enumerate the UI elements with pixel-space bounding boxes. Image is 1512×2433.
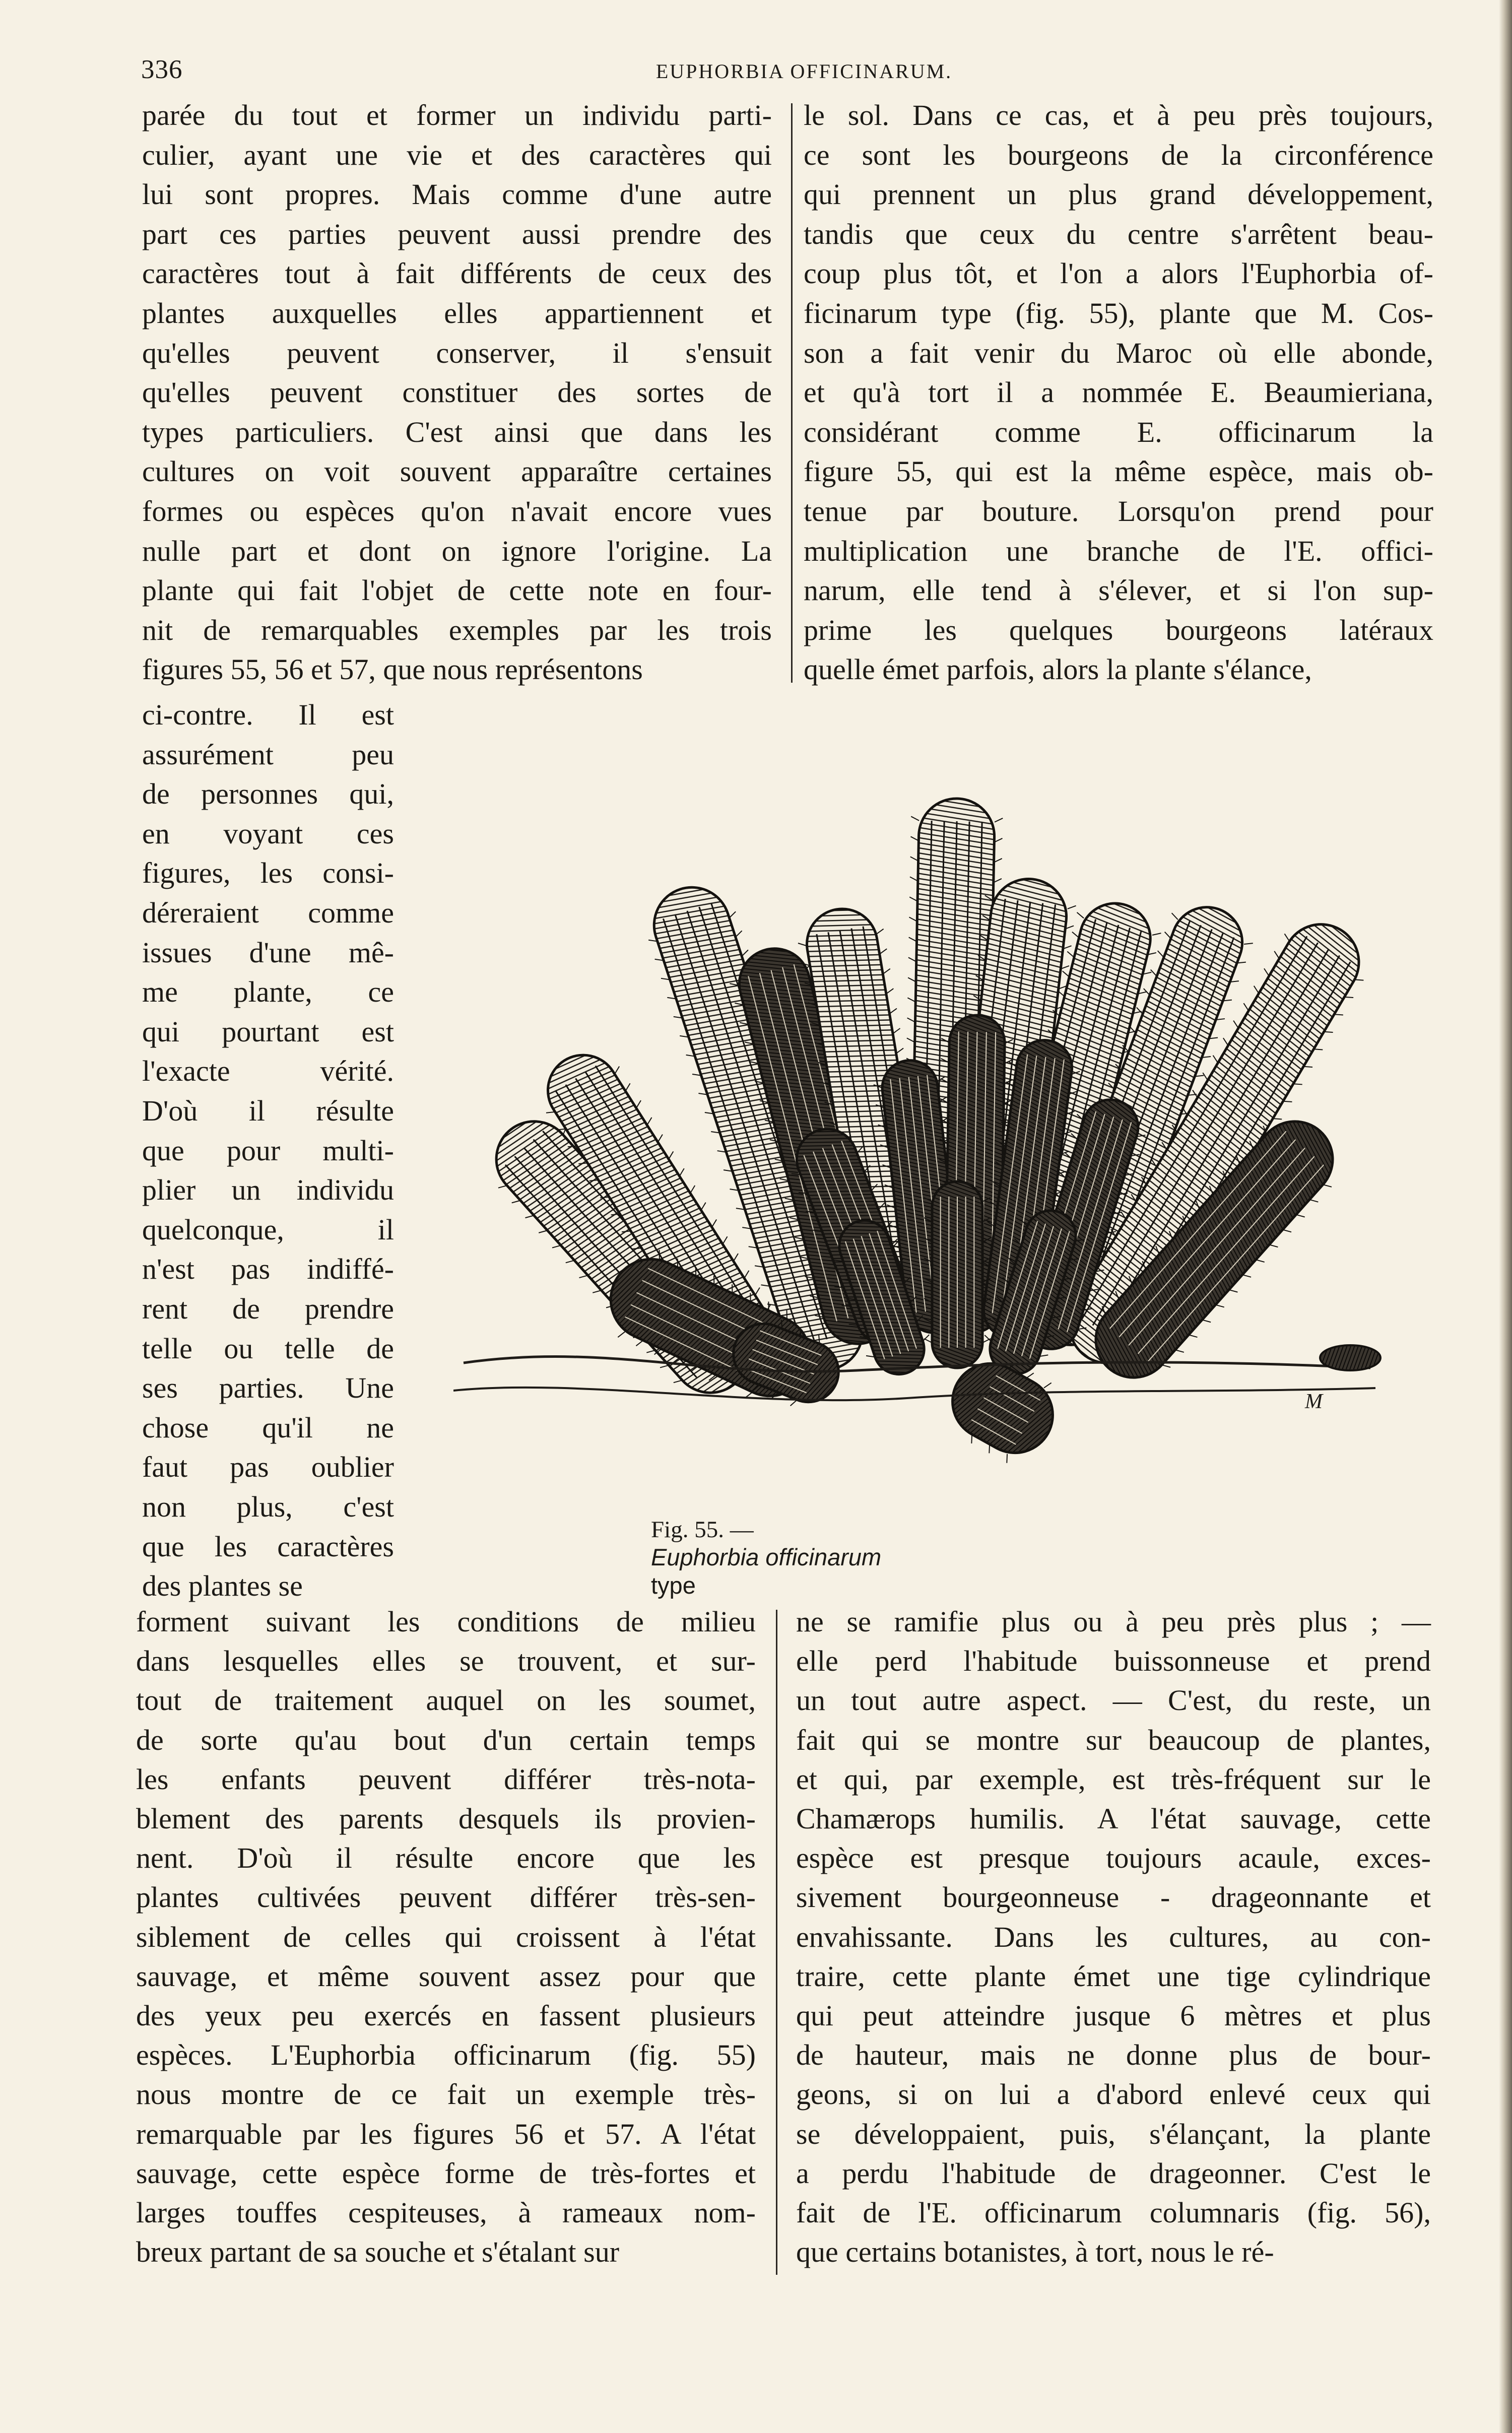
text-line: assurément peu	[142, 738, 394, 771]
text-line: les enfants peuvent différer très-nota-	[136, 1762, 756, 1796]
text-line: sauvage, cette espèce forme de très-fortes et	[136, 2156, 756, 2190]
text-line: ce sont les bourgeons de la circonférence	[804, 138, 1433, 171]
text-line: de sorte qu'au bout d'un certain temps	[136, 1723, 756, 1756]
text-line: coup plus tôt, et l'on a alors l'Euphorbia of-	[804, 257, 1433, 290]
text-line: Chamærops humilis. A l'état sauvage, cette	[796, 1802, 1431, 1835]
text-line: envahissante. Dans les cultures, au con-	[796, 1920, 1431, 1953]
text-line: ficinarum type (fig. 55), plante que M. Cos-	[804, 297, 1433, 330]
figure-caption	[627, 1489, 881, 1627]
engraver-signature: M	[1305, 1390, 1323, 1413]
caption-species: Euphorbia officinarum	[651, 1544, 882, 1570]
caption-label: Fig. 55. —	[651, 1517, 754, 1543]
text-line: un tout autre aspect. — C'est, du reste, un	[796, 1684, 1431, 1717]
text-line: déreraient comme	[142, 896, 394, 929]
text-line: remarquable par les figures 56 et 57. A l'état	[136, 2117, 756, 2150]
text-line: forment suivant les conditions de milieu	[136, 1605, 756, 1638]
text-line: figure 55, qui est la même espèce, mais ob-	[804, 455, 1433, 488]
text-line: ne se ramifie plus ou à peu près plus ; —	[796, 1605, 1431, 1638]
text-line: qui peut atteindre jusque 6 mètres et plus	[796, 1999, 1431, 2032]
column-rule-top	[791, 103, 793, 683]
text-line: culier, ayant une vie et des caractères qui	[142, 138, 772, 171]
text-line: blement des parents desquels ils provien-	[136, 1802, 756, 1835]
text-line: caractères tout à fait différents de ceux des	[142, 257, 772, 290]
text-line: qu'elles peuvent conserver, il s'ensuit	[142, 336, 772, 369]
text-line: nit de remarquables exemples par les trois	[142, 613, 772, 646]
text-line: sauvage, et même souvent assez pour que	[136, 1959, 756, 1993]
caption-type: type	[651, 1572, 696, 1599]
text-line: et qui, par exemple, est très-fréquent sur le	[796, 1762, 1431, 1796]
text-line: plante qui fait l'objet de cette note en four-	[142, 574, 772, 607]
text-line: nous montre de ce fait un exemple très-	[136, 2078, 756, 2111]
text-line: telle ou telle de	[142, 1332, 394, 1365]
page-edge-shadow	[1499, 0, 1512, 2433]
text-line: nulle part et dont on ignore l'origine. La	[142, 534, 772, 567]
text-line: l'exacte vérité.	[142, 1055, 394, 1088]
text-line: non plus, c'est	[142, 1490, 394, 1523]
text-line: dans lesquelles elles se trouvent, et sur-	[136, 1645, 756, 1678]
text-line: que pour multi-	[142, 1134, 394, 1167]
text-line: a perdu l'habitude de drageonner. C'est le	[796, 2156, 1431, 2190]
text-line: me plante, ce	[142, 975, 394, 1009]
text-line: sivement bourgeonneuse - drageonnante et	[796, 1881, 1431, 1914]
text-line: des plantes se	[142, 1569, 303, 1603]
text-line: quelle émet parfois, alors la plante s'élance,	[804, 653, 1312, 686]
text-line: espèces. L'Euphorbia officinarum (fig. 55)	[136, 2039, 756, 2072]
text-line: plier un individu	[142, 1173, 394, 1207]
text-line: fait qui se montre sur beaucoup de plantes,	[796, 1723, 1431, 1756]
text-line: narum, elle tend à s'élever, et si l'on sup-	[804, 574, 1433, 607]
text-line: prime les quelques bourgeons latéraux	[804, 613, 1433, 646]
text-line: formes ou espèces qu'on n'avait encore vues	[142, 495, 772, 528]
text-line: qu'elles peuvent constituer des sortes de	[142, 376, 772, 409]
text-line: son a fait venir du Maroc où elle abonde,	[804, 336, 1433, 369]
text-line: larges touffes cespiteuses, à rameaux nom-	[136, 2196, 756, 2229]
text-line: issues d'une mê-	[142, 936, 394, 969]
text-line: chose qu'il ne	[142, 1411, 394, 1444]
text-line: de personnes qui,	[142, 777, 394, 811]
text-line: se développaient, puis, s'élançant, la plante	[796, 2117, 1431, 2150]
text-line: nent. D'où il résulte encore que les	[136, 1842, 756, 1875]
text-line: espèce est presque toujours acaule, exces-	[796, 1842, 1431, 1875]
text-line: types particuliers. C'est ainsi que dans les	[142, 415, 772, 448]
text-line: de hauteur, mais ne donne plus de bour-	[796, 2039, 1431, 2072]
text-line: plantes cultivées peuvent différer très-sen-	[136, 1881, 756, 1914]
text-line: tandis que ceux du centre s'arrêtent beau-	[804, 217, 1433, 250]
text-line: multiplication une branche de l'E. offici-	[804, 534, 1433, 567]
text-line: que certains botanistes, à tort, nous le ré-	[796, 2235, 1274, 2269]
text-line: faut pas oublier	[142, 1451, 394, 1484]
running-head: EUPHORBIA OFFICINARUM.	[655, 60, 953, 83]
text-line: plantes auxquelles elles appartiennent et	[142, 297, 772, 330]
text-line: part ces parties peuvent aussi prendre des	[142, 217, 772, 250]
text-line: parée du tout et former un individu parti-	[142, 99, 772, 131]
text-line: qui prennent un plus grand développement,	[804, 178, 1433, 211]
text-line: en voyant ces	[142, 817, 394, 850]
text-line: fait de l'E. officinarum columnaris (fig. 56),	[796, 2196, 1431, 2229]
text-line: lui sont propres. Mais comme d'une autre	[142, 178, 772, 211]
text-line: traire, cette plante émet une tige cylindrique	[796, 1959, 1431, 1993]
page-number: 336	[141, 55, 183, 84]
text-line: n'est pas indiffé-	[142, 1253, 394, 1286]
text-line: cultures on voit souvent apparaître certaines	[142, 455, 772, 488]
text-line: et qu'à tort il a nommée E. Beaumieriana,	[804, 376, 1433, 409]
text-line: ses parties. Une	[142, 1371, 394, 1405]
text-line: des yeux peu exercés en fassent plusieurs	[136, 1999, 756, 2032]
text-line: tenue par bouture. Lorsqu'on prend pour	[804, 495, 1433, 528]
text-line: elle perd l'habitude buissonneuse et prend	[796, 1645, 1431, 1678]
euphorbia-engraving	[453, 778, 1391, 1471]
text-line: geons, si on lui a d'abord enlevé ceux qui	[796, 2078, 1431, 2111]
text-line: ci-contre. Il est	[142, 698, 394, 731]
cactus-stem	[924, 1181, 991, 1368]
column-rule-bottom	[776, 1610, 777, 2275]
text-line: figures, les consi-	[142, 857, 394, 890]
text-line: tout de traitement auquel on les soumet,	[136, 1684, 756, 1717]
text-line: siblement de celles qui croissent à l'état	[136, 1920, 756, 1953]
text-line: breux partant de sa souche et s'étalant sur	[136, 2235, 620, 2269]
page-header	[136, 54, 1472, 85]
text-line: qui pourtant est	[142, 1015, 394, 1048]
text-line: quelconque, il	[142, 1213, 394, 1246]
text-line: rent de prendre	[142, 1292, 394, 1325]
text-line: considérant comme E. officinarum la	[804, 415, 1433, 448]
text-line: que les caractères	[142, 1530, 394, 1563]
text-line: le sol. Dans ce cas, et à peu près toujours,	[804, 99, 1433, 131]
text-line: figures 55, 56 et 57, que nous représentons	[142, 653, 643, 686]
text-line: D'où il résulte	[142, 1094, 394, 1127]
